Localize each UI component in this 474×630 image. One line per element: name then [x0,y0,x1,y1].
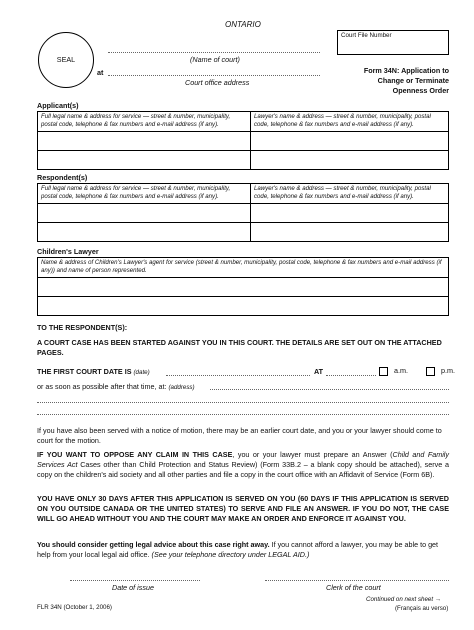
address-row [37,382,195,391]
court-file-number-label: Court File Number [341,32,392,39]
arrow-right-icon: → [434,596,442,603]
legal-aid-hint: (See your telephone directory under LEGAL AID.) [151,550,310,559]
or-as-soon-label: or as soon as possible after that time, at: [37,382,167,391]
continued-row [366,596,441,603]
applicants-heading: Applicant(s) [37,101,79,110]
oppose-text-1: , you or your lawyer must prepare an Answer ( [232,450,393,459]
form-title [349,66,449,96]
childrens-lawyer-field-1[interactable] [38,278,449,297]
court-office-address-label: Court office address [185,78,250,87]
date-hint: (date) [133,369,150,376]
respondent-field-1[interactable] [38,204,251,223]
childrens-lawyer-heading: Children's Lawyer [37,247,99,256]
legal-advice-text: If you cannot afford a lawyer, you may be able to get help from your local legal aid office. [37,540,439,559]
applicant-field-1[interactable] [38,132,251,151]
case-started-text: A COURT CASE HAS BEEN STARTED AGAINST YOU IN THIS COURT. THE DETAILS ARE SET OUT ON THE ATTACHED PAGES. [37,338,442,357]
at-label: at [97,68,104,77]
applicant-field-2[interactable] [38,151,251,170]
thirty-days-paragraph: YOU HAVE ONLY 30 DAYS AFTER THIS APPLICATION IS SERVED ON YOU (60 DAYS IF THIS APPLICATION IS SERVED ON YOU OUTSIDE CANADA OR THE UNITED STATES) TO SERVE AND FILE AN ANSWER. IF YOU DO NOT, THE CASE WILL GO AHEAD WITHOUT YOU AND THE COURT MAY MAKE AN ORDER AND ENFORCE IT AGAINST YOU. [37,494,449,523]
pm-label: p.m. [440,366,455,375]
oppose-bold: IF YOU WANT TO OPPOSE ANY CLAIM IN THIS CASE [37,450,233,459]
date-of-issue-line[interactable] [70,580,200,581]
at-caps-label: AT [314,367,324,376]
address-line-1[interactable] [210,389,449,390]
am-label: a.m. [394,366,408,375]
address-line-2[interactable] [37,402,449,403]
address-line-3[interactable] [37,414,449,415]
respondents-heading: Respondent(s) [37,173,88,182]
childrens-lawyer-table [37,257,449,316]
respondent-info-label: Full legal name & address for service — street & number, municipality, postal code, telephone & fax numbers and e-mail address (if any). [38,184,251,204]
seal-circle [38,32,94,88]
court-name-line[interactable] [108,52,320,53]
applicant-lawyer-field-1[interactable] [251,132,449,151]
childrens-lawyer-field-2[interactable] [38,297,449,316]
form-id: FLR 34N (October 1, 2006) [37,604,112,611]
respondent-lawyer-field-2[interactable] [251,223,449,242]
childrens-lawyer-label: Name & address of Children's Lawyer's agent for service (street & number, municipality, postal code, telephone & fax numbers and e-mail address (if any)) and name of person represented. [38,258,449,278]
applicant-info-label: Full legal name & address for service — street & number, municipality, postal code, telephone & fax numbers and e-mail address (if any). [38,112,251,132]
form-title-line2: Change or Terminate [377,76,449,85]
name-of-court-label: (Name of court) [190,55,240,64]
first-court-date-row [37,367,150,376]
form-title-line3: Openness Order [392,86,449,95]
seal-label: SEAL [56,55,76,64]
applicants-table [37,111,449,170]
province-label: ONTARIO [225,20,261,29]
to-respondents: TO THE RESPONDENT(S): [37,323,128,332]
respondent-lawyer-label: Lawyer's name & address — street & number, municipality, postal code, telephone & fax numbers and e-mail address (if any). [251,184,449,204]
francais-label: (Français au verso) [395,605,449,612]
form-title-line1: Form 34N: Application to [363,66,449,75]
court-date-line[interactable] [166,375,310,376]
respondent-field-2[interactable] [38,223,251,242]
ampm-row [379,366,455,376]
continued-label: Continued on next sheet [366,596,434,603]
legal-advice-bold: You should consider getting legal advice about this case right away. [37,540,270,549]
court-time-line[interactable] [326,375,376,376]
oppose-text-2: Cases other than Child Protection and Status Review) (Form 33B.2 – a blank copy should be attached), serve a copy on the children's aid society and all other parties and file a copy in the court office with an Affidavit of Service (Form 6B). [37,460,449,479]
respondent-lawyer-field-1[interactable] [251,204,449,223]
date-of-issue-label: Date of issue [112,583,154,592]
applicant-lawyer-field-2[interactable] [251,151,449,170]
court-address-line[interactable] [108,75,320,76]
address-hint: (address) [168,384,195,391]
court-file-number-box[interactable] [337,30,449,55]
oppose-paragraph [37,450,449,480]
applicant-lawyer-label: Lawyer's name & address — street & number, municipality, postal code, telephone & fax numbers and e-mail address (if any). [251,112,449,132]
pm-checkbox[interactable] [426,367,435,376]
oppose-act-name: Child and Family Services Act [37,450,449,469]
clerk-line[interactable] [265,580,449,581]
am-checkbox[interactable] [379,367,388,376]
clerk-label: Clerk of the court [326,583,381,592]
respondents-table [37,183,449,242]
motion-paragraph: If you have also been served with a notice of motion, there may be an earlier court date, and you or your lawyer should come to court for the motion. [37,426,442,445]
first-court-date-label: THE FIRST COURT DATE IS [37,367,132,376]
legal-advice-paragraph [37,540,449,560]
